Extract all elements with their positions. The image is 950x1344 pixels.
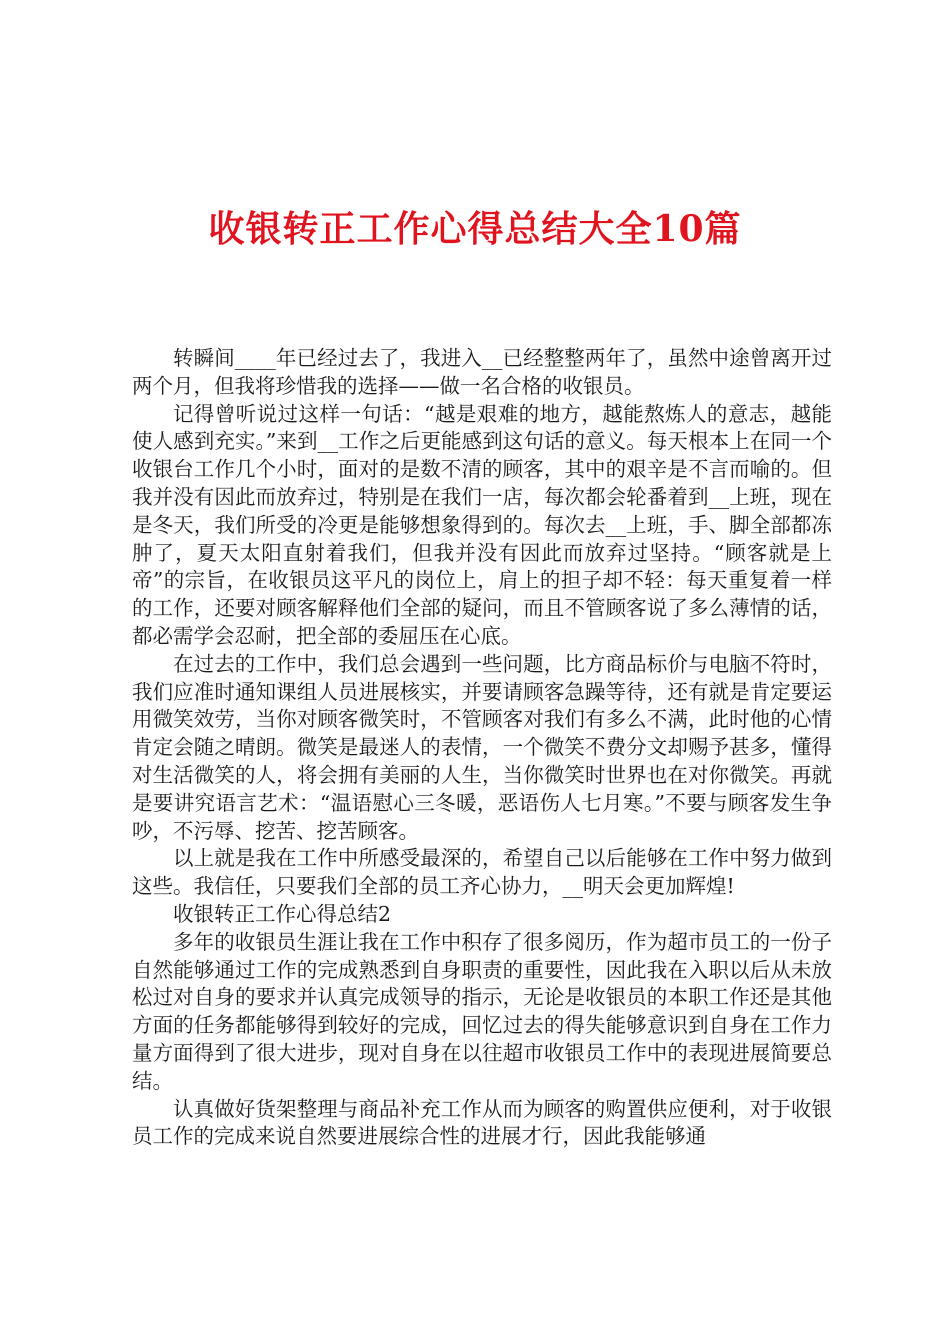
paragraph: 认真做好货架整理与商品补充工作从而为顾客的购置供应便利，对于收银员工作的完成来说自然要进展综合性的进展才行，因此我能够通 [132, 1096, 832, 1149]
paragraph: 在过去的工作中，我们总会遇到一些问题，比方商品标价与电脑不符时，我们应准时通知课组人员进展核实，并要请顾客急躁等待，还有就是肯定要运用微笑效劳，当你对顾客微笑时，不管顾客对我们有多么不满，此时他的心情肯定会随之晴朗。微笑是最迷人的表情，一个微笑不费分文却赐予甚多，懂得对生活微笑的人，将会拥有美丽的人生，当你微笑时世界也在对你微笑。再就是要讲究语言艺术：“温语慰心三冬暖，恶语伤人七月寒。”不要与顾客发生争吵，不污辱、挖苦、挖苦顾客。 [132, 651, 832, 843]
paragraph: 记得曾听说过这样一句话：“越是艰难的地方，越能熬炼人的意志，越能使人感到充实。”来到__工作之后更能感到这句话的意义。每天根本上在同一个收银台工作几个小时，面对的是数不清的顾客，其中的艰辛是不言而喻的。但我并没有因此而放弃过，特别是在我们一店，每次都会轮番着到__上班，现在是冬天，我们所受的冷更是能够想象得到的。每次去__上班，手、脚全部都冻肿了，夏天太阳直射着我们，但我并没有因此而放弃过坚持。“顾客就是上帝”的宗旨，在收银员这平凡的岗位上，肩上的担子却不轻：每天重复着一样的工作，还要对顾客解释他们全部的疑问，而且不管顾客说了多么薄情的话，都必需学会忍耐，把全部的委屈压在心底。 [132, 401, 832, 648]
paragraph: 多年的收银员生涯让我在工作中积存了很多阅历，作为超市员工的一份子自然能够通过工作的完成熟悉到自身职责的重要性，因此我在入职以后从未放松过对自身的要求并认真完成领导的指示，无论是收银员的本职工作还是其他方面的任务都能够得到较好的完成，回忆过去的得失能够意识到自身在工作力量方面得到了很大进步，现对自身在以往超市收银员工作中的表现进展简要总结。 [132, 929, 832, 1093]
section-heading: 收银转正工作心得总结2 [173, 901, 392, 926]
document-title: 收银转正工作心得总结大全10篇 [208, 208, 742, 250]
paragraph: 以上就是我在工作中所感受最深的，希望自己以后能够在工作中努力做到这些。我信任，只要我们全部的员工齐心协力，__明天会更加辉煌! [132, 846, 832, 899]
paragraph: 转瞬间____年已经过去了，我进入__已经整整两年了，虽然中途曾离开过两个月，但我将珍惜我的选择——做一名合格的收银员。 [132, 346, 832, 398]
document-body [132, 345, 832, 1151]
